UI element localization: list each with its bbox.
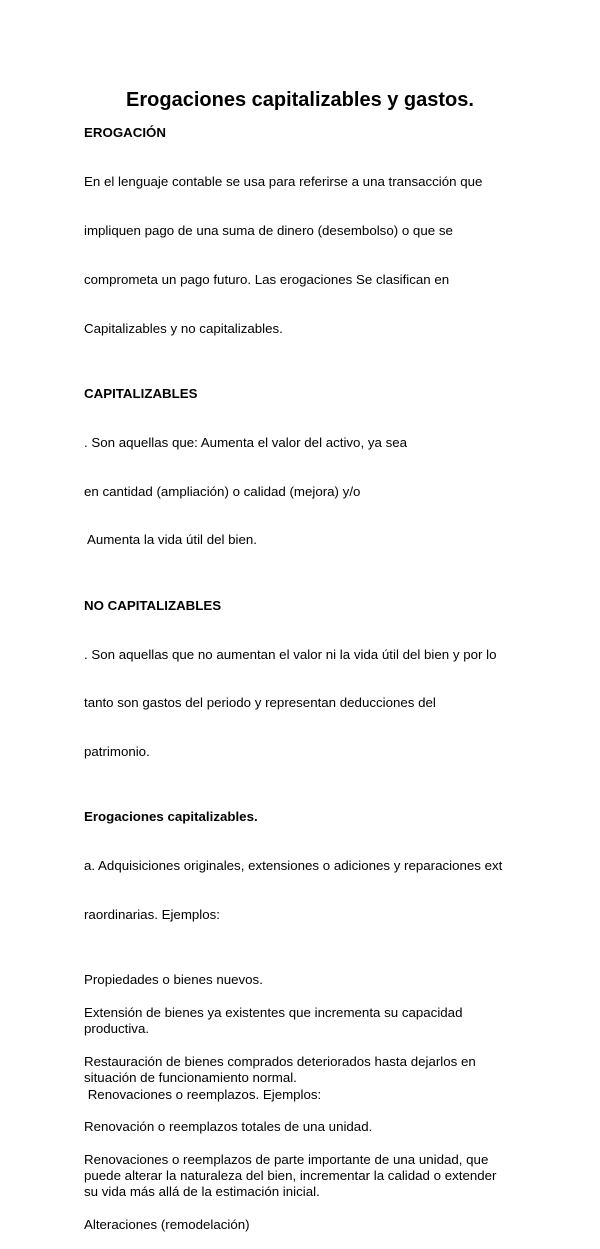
example-item (84, 1119, 524, 1135)
text-line: raordinarias. Ejemplos: (84, 907, 220, 923)
section-paragraph (84, 141, 524, 369)
text-line: En el lenguaje contable se usa para referirse a una transacción que (84, 173, 483, 189)
text-line: impliquen pago de una suma de dinero (desembolso) o que se (84, 222, 453, 238)
section-heading: EROGACIÓN (84, 125, 167, 140)
section-paragraph (84, 614, 524, 793)
section-no-capitalizables (84, 598, 524, 794)
section-paragraph (84, 826, 524, 956)
section-paragraph (84, 402, 524, 581)
section-capitalizables (84, 386, 524, 582)
example-item (84, 972, 524, 988)
text-line: Renovaciones o reemplazos de parte importante de una unidad, que (84, 1151, 489, 1167)
section-heading: Erogaciones capitalizables. (84, 809, 258, 825)
text-line: Propiedades o bienes nuevos. (84, 972, 263, 988)
text-line: su vida más allá de la estimación inicial. (84, 1184, 320, 1200)
text-line: Renovación o reemplazos totales de una unidad. (84, 1119, 373, 1135)
example-item (84, 1217, 524, 1233)
section-heading: CAPITALIZABLES (84, 385, 198, 401)
text-line: en cantidad (ampliación) o calidad (mejora) y/o (84, 483, 361, 499)
section-heading: NO CAPITALIZABLES (84, 597, 222, 613)
text-line: . Son aquellas que: Aumenta el valor del activo, ya sea (84, 434, 408, 450)
example-item (84, 1152, 524, 1201)
text-line: patrimonio. (84, 744, 150, 760)
text-line: comprometa un pago futuro. Las erogaciones Se clasifican en (84, 271, 450, 287)
text-line: Capitalizables y no capitalizables. (84, 320, 283, 336)
text-line: productiva. (84, 1021, 150, 1037)
section-erogaciones-capitalizables (84, 809, 524, 956)
text-line: . Son aquellas que no aumentan el valor ni la vida útil del bien y por lo (84, 646, 497, 662)
example-item (84, 1005, 524, 1038)
example-item (84, 1054, 524, 1103)
text-line: puede alterar la naturaleza del bien, incrementar la calidad o extender (84, 1168, 497, 1183)
text-line: Extensión de bienes ya existentes que incrementa su capacidad (84, 1005, 463, 1021)
text-line: Aumenta la vida útil del bien. (84, 532, 257, 548)
text-line: Alteraciones (remodelación) (84, 1216, 250, 1232)
page-title: Erogaciones capitalizables y gastos. (126, 89, 474, 111)
text-line: Renovaciones o reemplazos. Ejemplos: (84, 1086, 322, 1102)
text-line: situación de funcionamiento normal. (84, 1070, 297, 1086)
text-line: tanto son gastos del periodo y representan deducciones del (84, 695, 436, 711)
text-line: Restauración de bienes comprados deteriorados hasta dejarlos en (84, 1053, 476, 1069)
section-erogacion (84, 125, 524, 369)
text-line: a. Adquisiciones originales, extensiones o adiciones y reparaciones ext (84, 858, 503, 874)
document-body (84, 125, 524, 1249)
